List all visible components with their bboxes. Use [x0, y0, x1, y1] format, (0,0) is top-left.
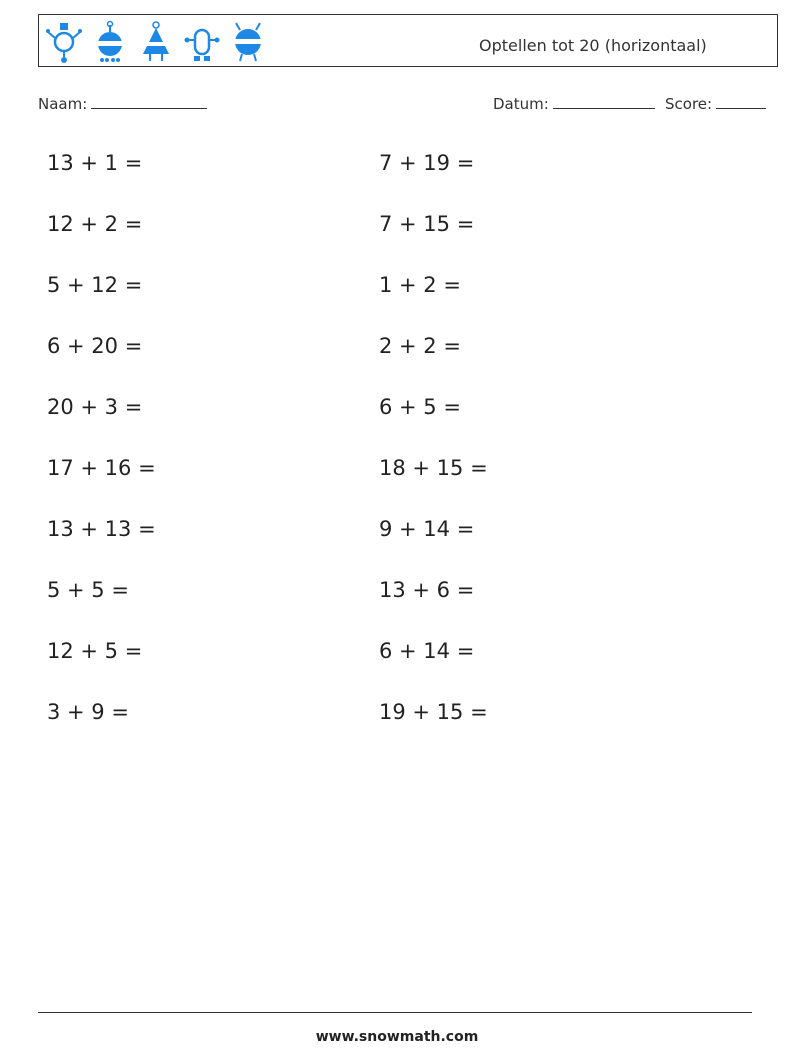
problem-right-5: 6 + 5 =	[379, 395, 461, 419]
name-field	[38, 94, 207, 113]
robot-icon	[91, 20, 129, 64]
score-label: Score:	[665, 95, 713, 113]
problem-right-2: 7 + 15 =	[379, 212, 475, 236]
score-field	[665, 94, 766, 113]
footer-url[interactable]: www.snowmath.com	[315, 1029, 479, 1045]
page-title: Optellen tot 20 (horizontaal)	[479, 36, 707, 55]
problem-left-7: 13 + 13 =	[47, 517, 156, 541]
name-label: Naam:	[38, 95, 88, 113]
problem-left-5: 20 + 3 =	[47, 395, 143, 419]
problem-right-9: 6 + 14 =	[379, 639, 475, 663]
problem-right-10: 19 + 15 =	[379, 700, 488, 724]
date-field	[493, 94, 655, 113]
problem-left-4: 6 + 20 =	[47, 334, 143, 358]
worksheet-header	[38, 14, 778, 67]
problem-right-3: 1 + 2 =	[379, 273, 461, 297]
problem-left-10: 3 + 9 =	[47, 700, 129, 724]
robot-icon	[229, 20, 267, 64]
problem-left-9: 12 + 5 =	[47, 639, 143, 663]
date-blank[interactable]	[553, 94, 655, 109]
footer-divider	[38, 1012, 752, 1013]
problem-left-2: 12 + 2 =	[47, 212, 143, 236]
problem-left-1: 13 + 1 =	[47, 151, 143, 175]
problem-left-3: 5 + 12 =	[47, 273, 143, 297]
score-blank[interactable]	[716, 94, 766, 109]
name-blank[interactable]	[91, 94, 207, 109]
robot-icon	[137, 20, 175, 64]
problem-right-6: 18 + 15 =	[379, 456, 488, 480]
problem-right-8: 13 + 6 =	[379, 578, 475, 602]
robot-icons	[45, 20, 267, 64]
problem-left-6: 17 + 16 =	[47, 456, 156, 480]
problem-right-4: 2 + 2 =	[379, 334, 461, 358]
robot-icon	[183, 20, 221, 64]
problem-right-1: 7 + 19 =	[379, 151, 475, 175]
date-label: Datum:	[493, 95, 549, 113]
problem-left-8: 5 + 5 =	[47, 578, 129, 602]
problem-right-7: 9 + 14 =	[379, 517, 475, 541]
robot-icon	[45, 20, 83, 64]
